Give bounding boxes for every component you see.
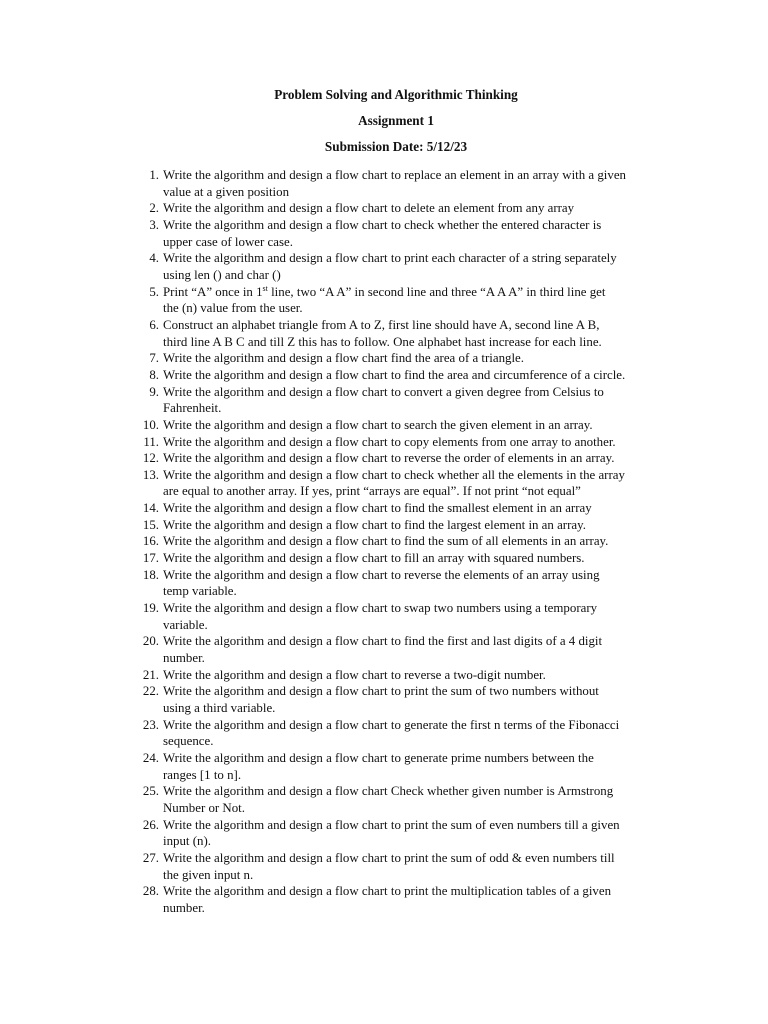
list-item-number: 1. [149,168,159,182]
list-item-number: 27. [142,850,159,865]
list-item-text-segment: line, two “A A” in second line and three “A A A” in third line get [267,284,606,299]
task-list [142,167,683,917]
list-item-number: 25. [142,784,159,799]
list-item [149,217,683,250]
list-item-text: Write the algorithm and design a flow chart to fill an array with squared numbers. [163,551,585,566]
list-item-text [163,284,683,301]
list-item-text: Write the algorithm and design a flow chart find the area of a triangle. [163,351,524,366]
list-item [142,417,683,434]
list-item-text: Write the algorithm and design a flow chart to delete an element from any array [163,201,575,216]
list-item [142,550,683,567]
list-item [142,467,683,500]
list-item-text: ranges [1 to n]. [163,767,242,782]
list-item-number: 7. [149,351,159,366]
list-item-text: number. [163,900,205,915]
list-item-number: 9. [149,384,159,399]
document-title: Problem Solving and Algorithmic Thinking [274,87,518,102]
list-item-text: are equal to another array. If yes, print “arrays are equal”. If not print “not equal” [163,484,581,499]
list-item-number: 10. [142,417,159,432]
list-item-text: Write the algorithm and design a flow chart to reverse the order of elements in an array. [163,451,615,466]
list-item-text: temp variable. [163,584,237,599]
list-item [142,783,683,816]
list-item-text: Write the algorithm and design a flow chart to find the largest element in an array. [163,517,586,532]
list-item-number: 21. [142,667,159,682]
list-item [142,683,683,716]
list-item-text: using a third variable. [163,701,276,715]
list-item-text: Fahrenheit. [163,401,222,416]
list-item [142,817,683,850]
list-item [142,567,683,600]
list-item-text: value at a given position [163,184,290,199]
list-item [142,450,683,467]
list-item-number: 17. [142,551,159,566]
list-item-number: 19. [142,601,159,616]
list-item [142,533,683,550]
list-item-text: Write the algorithm and design a flow chart to search the given element in an array. [163,417,593,432]
list-item-text: the given input n. [163,867,254,882]
list-item-text: Write the algorithm and design a flow chart to check whether the entered character is [163,217,602,232]
list-item [142,717,683,750]
list-item-number: 28. [142,884,159,899]
assignment-label: Assignment 1 [358,113,434,128]
list-item [142,517,683,534]
list-item-number: 13. [142,467,159,482]
list-item-text: Write the algorithm and design a flow chart to print the multiplication tables of a given [163,884,612,899]
list-item-text: Write the algorithm and design a flow chart Check whether given number is Armstrong [163,784,614,799]
list-item-text: Write the algorithm and design a flow chart to replace an element in an array with a given [163,168,627,182]
list-item [142,500,683,517]
list-item [142,850,683,883]
list-item-number: 15. [142,517,159,532]
list-item-text: Write the algorithm and design a flow chart to reverse the elements of an array using [163,567,600,582]
list-item-text: Construct an alphabet triangle from A to Z, first line should have A, second line A B, [163,317,600,332]
list-item [143,434,683,451]
list-item-text: Write the algorithm and design a flow chart to generate prime numbers between the [163,750,594,765]
list-item [149,367,683,384]
list-item-number: 18. [142,567,159,582]
list-item-text: Write the algorithm and design a flow chart to copy elements from one array to another. [163,434,616,449]
list-item-number: 26. [142,817,159,832]
list-item-text: Write the algorithm and design a flow chart to print the sum of odd & even numbers till [163,850,615,865]
list-item [142,600,683,633]
list-item-text: input (n). [163,834,211,849]
list-item-text: third line A B C and till Z this has to follow. One alphabet hast increase for each line. [163,334,602,349]
list-item-text: Write the algorithm and design a flow chart to generate the first n terms of the Fibonacci [163,717,620,732]
list-item-text: Write the algorithm and design a flow chart to print the sum of even numbers till a given [163,817,620,832]
list-item [149,167,683,200]
list-item-text: Number or Not. [163,800,245,815]
list-item-text: Write the algorithm and design a flow chart to reverse a two-digit number. [163,667,546,682]
list-item-number: 16. [142,534,159,549]
list-item [149,200,683,217]
list-item-number: 6. [149,317,159,332]
list-item [142,883,683,916]
list-item-number: 11. [143,434,159,449]
list-item-text: using len () and char () [163,267,281,282]
list-item-number: 23. [142,717,159,732]
list-item [149,283,683,317]
list-item-text: Write the algorithm and design a flow chart to convert a given degree from Celsius to [163,384,604,399]
list-item-number: 24. [142,750,159,765]
list-item-text-segment: Print “A” once in 1 [163,284,263,299]
list-item [149,317,683,350]
list-item-text: Write the algorithm and design a flow chart to find the smallest element in an array [163,501,592,516]
list-item-text: Write the algorithm and design a flow chart to find the first and last digits of a 4 digit [163,634,603,649]
ordinal-suffix: st [262,283,268,293]
list-item-number: 5. [149,284,159,299]
list-item-text: Write the algorithm and design a flow chart to find the area and circumference of a circle. [163,367,626,382]
list-item-number: 12. [142,451,159,466]
list-item-text: Write the algorithm and design a flow chart to check whether all the elements in the array [163,467,625,482]
list-item-number: 14. [142,501,159,516]
list-item-text: variable. [163,617,208,632]
list-item-text: Write the algorithm and design a flow chart to find the sum of all elements in an array. [163,534,609,549]
list-item-number: 22. [142,684,159,699]
list-item-text: the (n) value from the user. [163,301,303,316]
list-item [149,350,683,367]
list-item-text: number. [163,651,205,666]
list-item [149,384,683,417]
list-item-text: Write the algorithm and design a flow chart to swap two numbers using a temporary [163,601,598,616]
list-item-text: Write the algorithm and design a flow chart to print the sum of two numbers without [163,684,599,699]
list-item-number: 20. [142,634,159,649]
list-item [149,250,683,283]
list-item-number: 2. [149,201,159,216]
list-item-number: 3. [149,217,159,232]
list-item [142,667,683,684]
list-item-text: Write the algorithm and design a flow chart to print each character of a string separately [163,251,617,266]
list-item [142,633,683,666]
submission-date: Submission Date: 5/12/23 [324,139,468,154]
list-item-number: 4. [149,251,159,266]
list-item-text: upper case of lower case. [163,234,293,249]
list-item [142,750,683,783]
document-header [0,87,768,165]
list-item-text: sequence. [163,734,214,749]
list-item-number: 8. [149,367,159,382]
